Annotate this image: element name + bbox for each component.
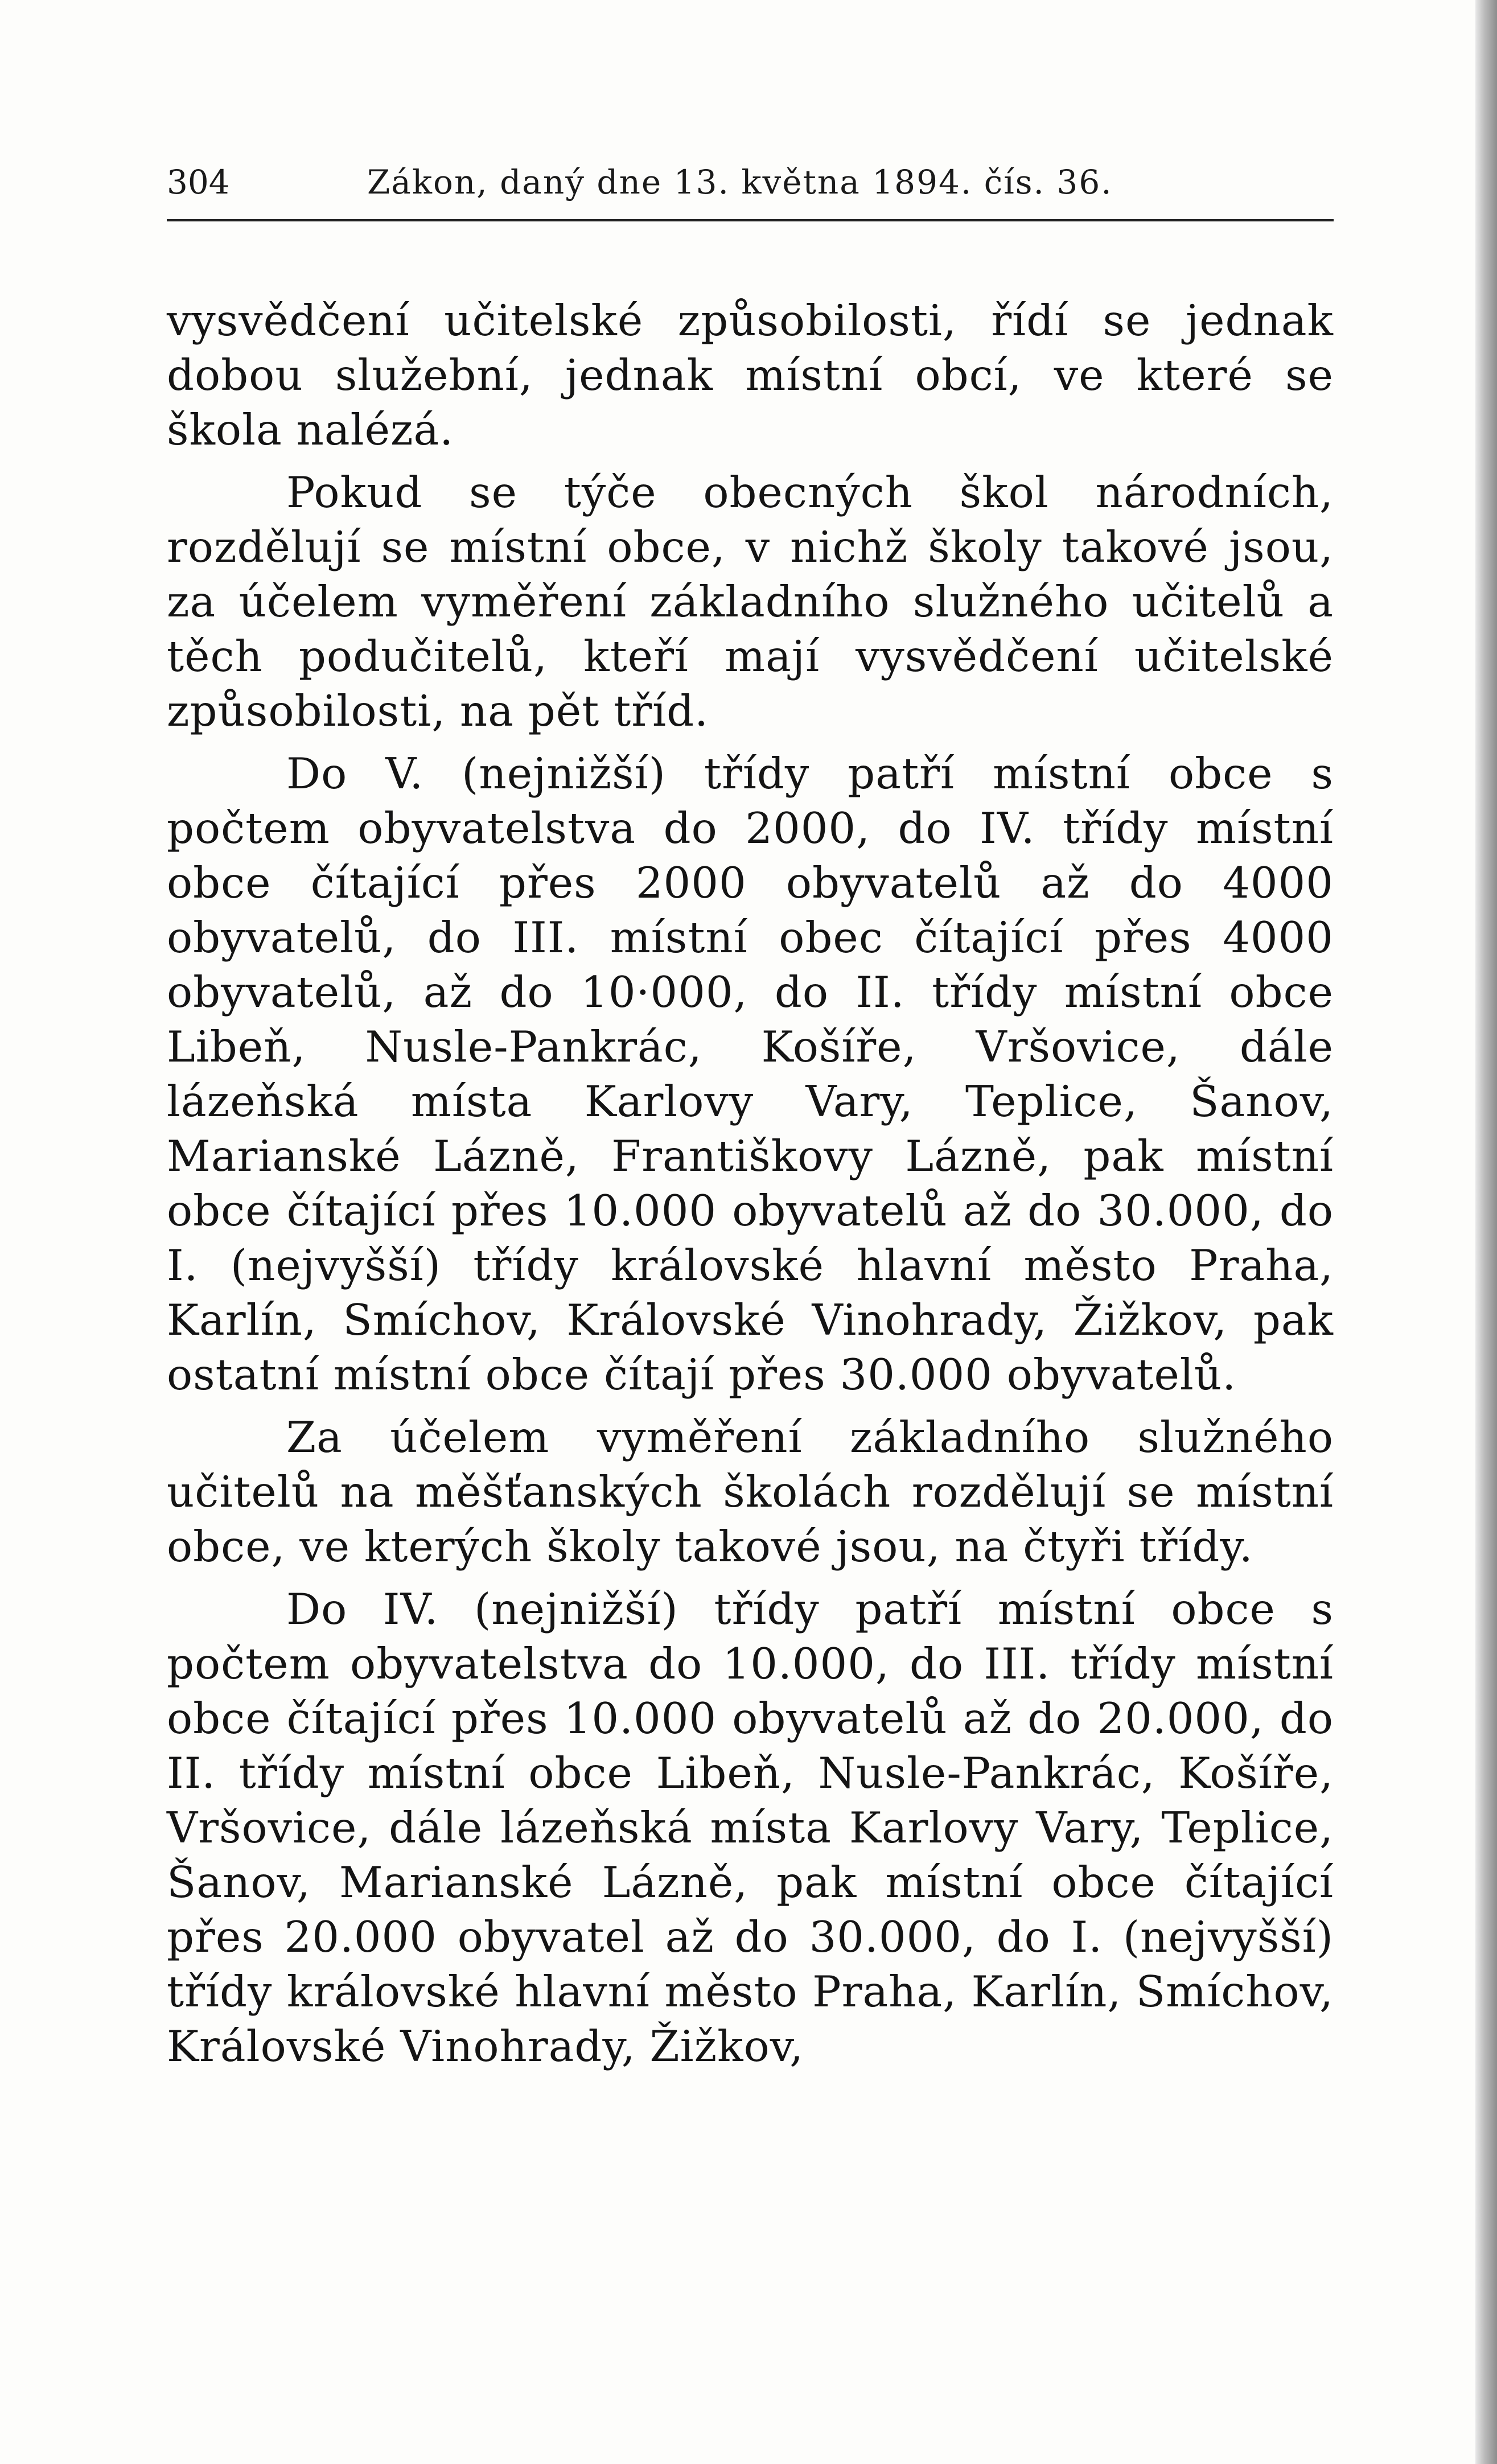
header-rule xyxy=(167,219,1334,221)
paragraph-national-school-classes: Do V. (nejnižší) třídy patří místní obce s počtem obyvatelstva do 2000, do IV. třídy místní obce čítající přes 2000 obyvatelů až do 4000 obyvatelů, do III. místní obec čítající přes 4000 obyvatelů, až do 10·000, do II. třídy místní obce Libeň, Nusle-Pankrác, Košíře, Vršovice, dále lázeňská místa Karlovy Vary, Teplice, Šanov, Marianské Lázně, Františkovy Lázně, pak místní obce čítající přes 10.000 obyvatelů až do 30.000, do I. (nejvyšší) třídy královské hlavní město Praha, Karlín, Smíchov, Královské Vinohrady, Žižkov, pak ostatní místní obce čítají přes 30.000 obyvatelů. xyxy=(167,748,1334,1400)
page-header xyxy=(167,159,1334,205)
paragraph-burgher-school-classes: Do IV. (nejnižší) třídy patří místní obce s počtem obyvatelstva do 10.000, do III. třídy místní obce čítající přes 10.000 obyvatelů až do 20.000, do II. třídy místní obce Libeň, Nusle-Pankrác, Košíře, Vršovice, dále lázeňská místa Karlovy Vary, Teplice, Šanov, Marianské Lázně, pak místní obce čítající přes 20.000 obyvatel až do 30.000, do I. (nejvyšší) třídy královské hlavní město Praha, Karlín, Smíchov, Královské Vinohrady, Žižkov, xyxy=(167,1584,1334,2071)
paragraph-burgher-schools: Za účelem vyměření základního služného učitelů na měšťanských školách rozdělují se místní obce, ve kterých školy takové jsou, na čtyři třídy. xyxy=(167,1412,1334,1572)
paragraph-continuation: vysvědčení učitelské způsobilosti, řídí se jednak dobou služební, jednak místní obcí, ve které se škola nalézá. xyxy=(167,295,1334,455)
body-text xyxy=(167,293,1334,2082)
running-title: Zákon, daný dne 13. května 1894. čís. 36. xyxy=(367,163,1113,201)
page-edge-shadow xyxy=(1475,0,1497,2464)
paragraph-national-schools: Pokud se týče obecných škol národních, rozdělují se místní obce, v nichž školy takové jsou, za účelem vyměření základního služného učitelů a těch podučitelů, kteří mají vysvědčení učitelské způsobilosti, na pět tříd. xyxy=(167,467,1334,736)
page-number: 304 xyxy=(167,163,230,201)
